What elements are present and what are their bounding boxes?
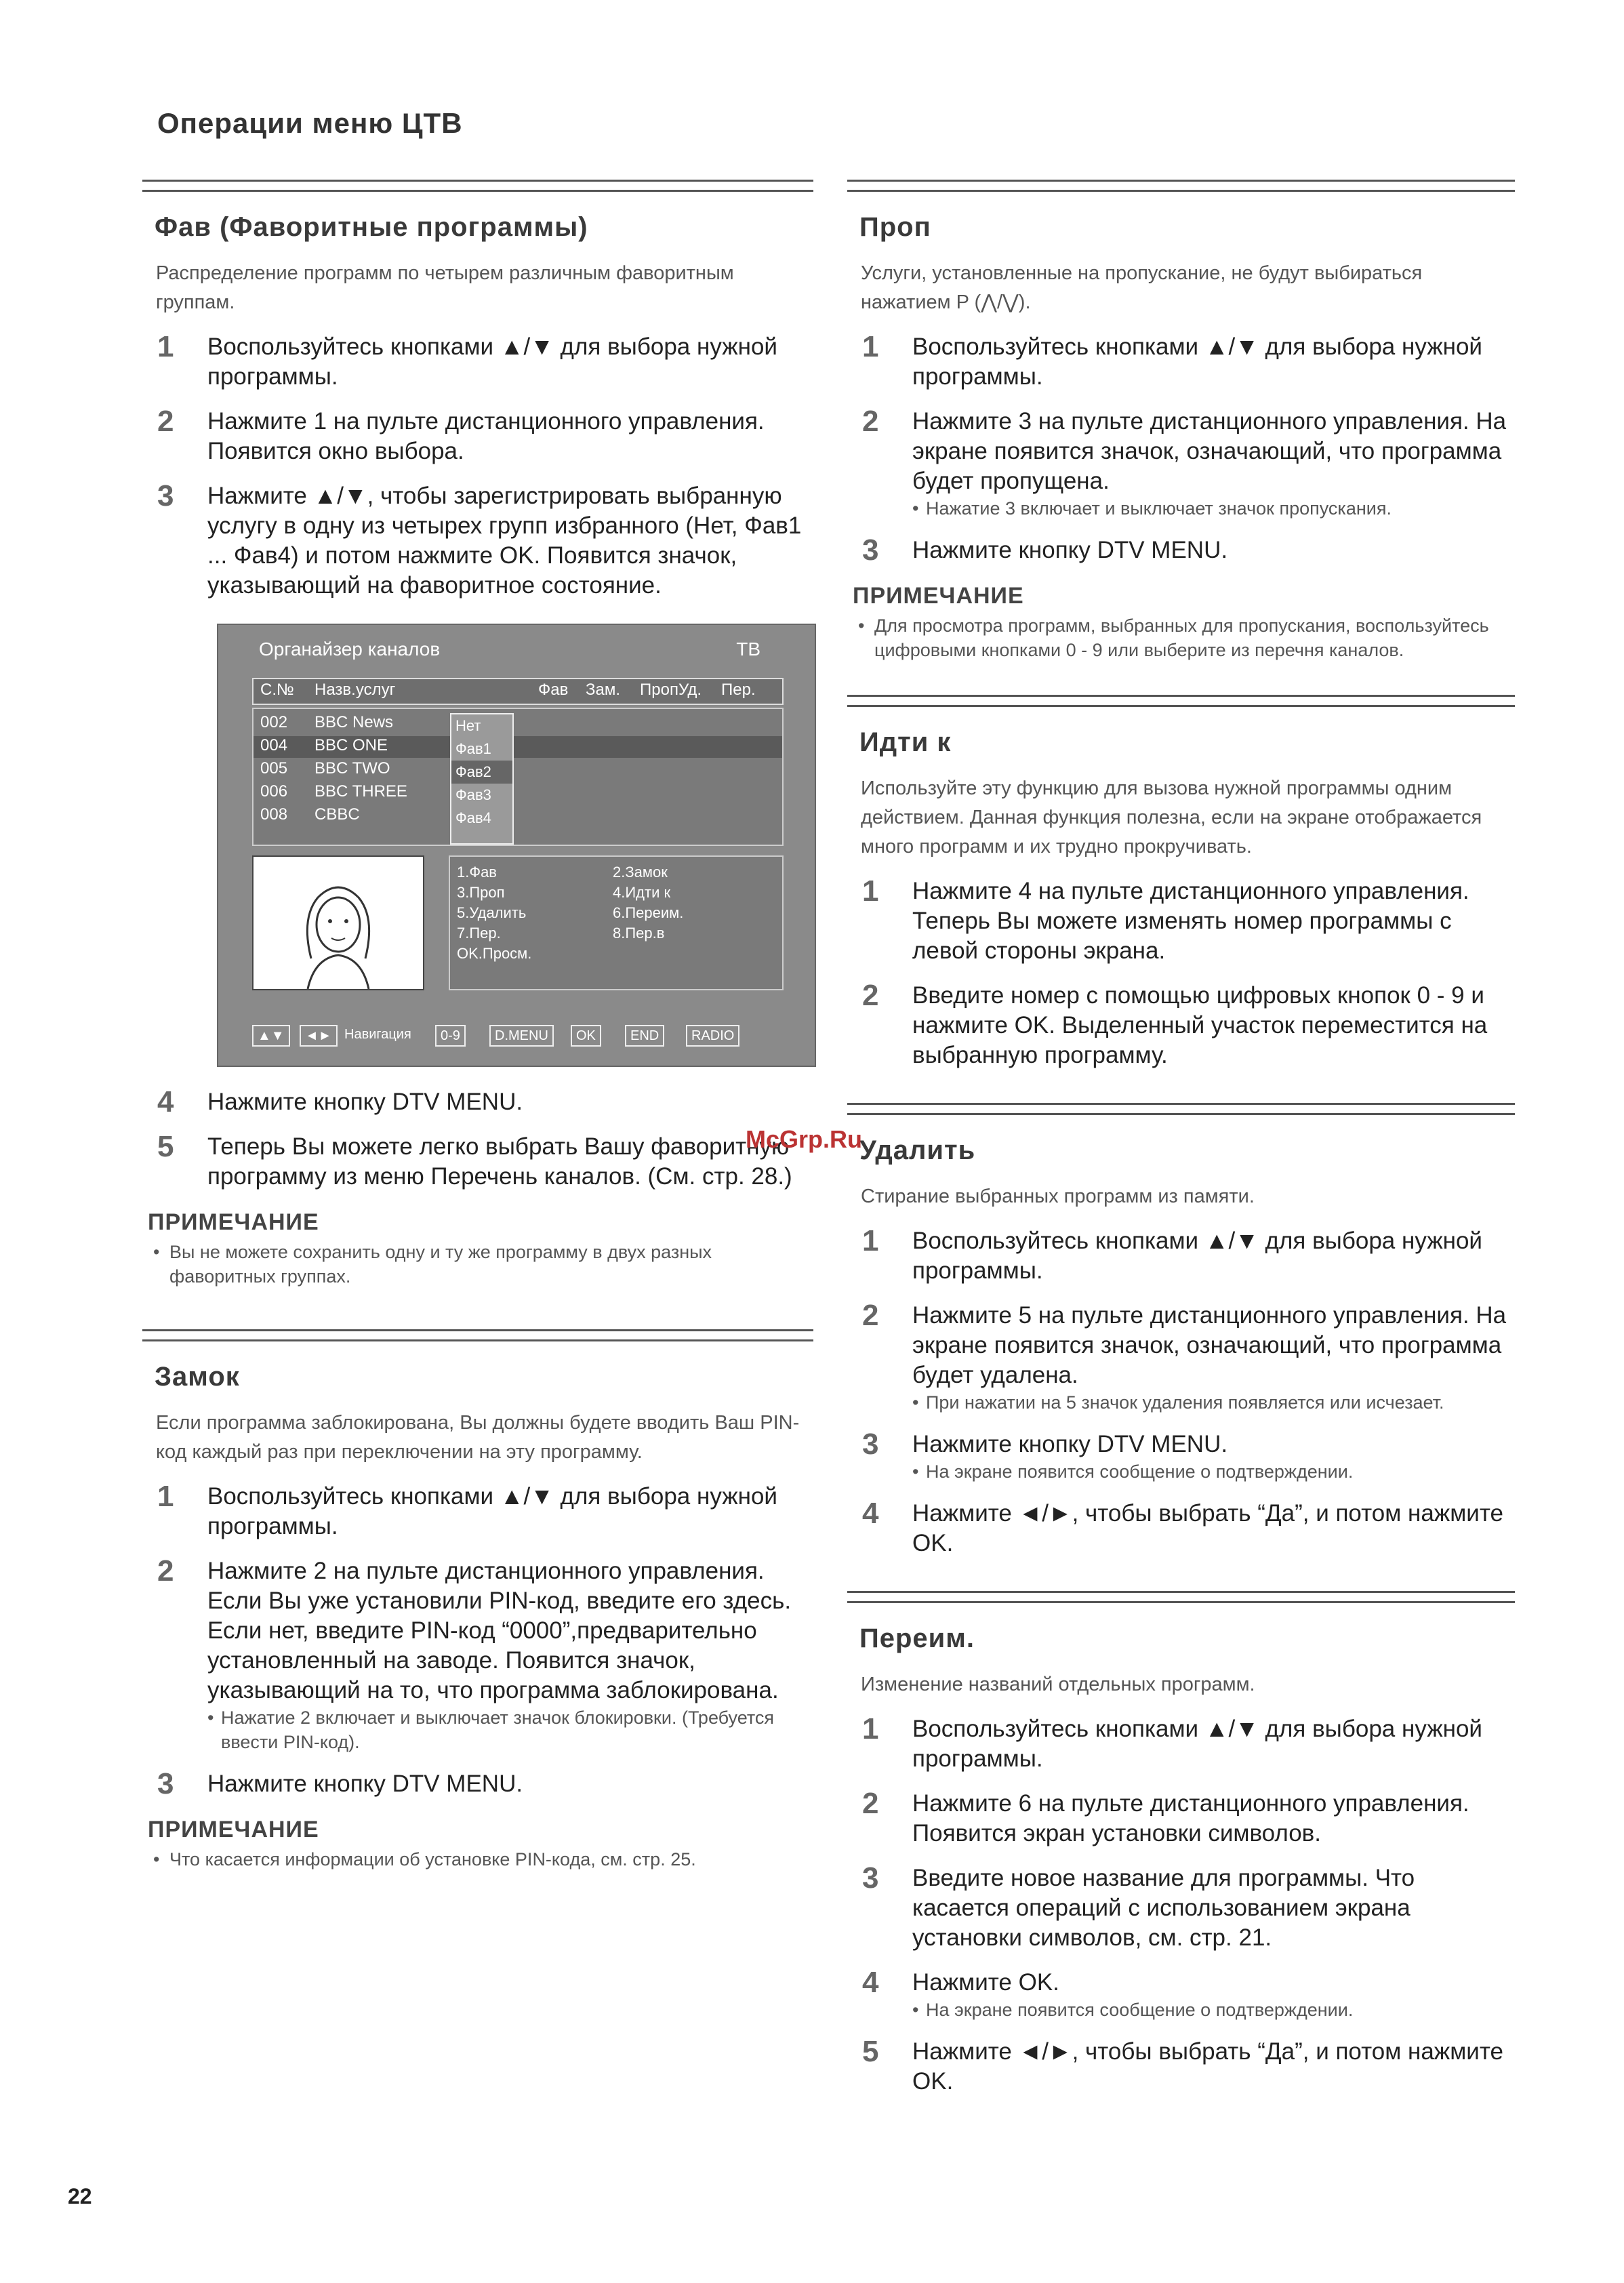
step bbox=[847, 533, 1515, 567]
footer-key: ◄► bbox=[300, 1025, 338, 1047]
step bbox=[847, 407, 1515, 521]
footer-label: Навигация bbox=[344, 1027, 411, 1042]
section-desc-rename: Изменение названий отдельных программ. bbox=[861, 1674, 1255, 1695]
step-number: 3 bbox=[862, 1428, 879, 1461]
step-text: Нажмите ◄/►, чтобы выбрать “Да”, и потом нажмите OK. bbox=[912, 1500, 1503, 1556]
footer-key: ▲▼ bbox=[252, 1025, 290, 1047]
step-sub-note: • Нажатие 2 включает и выключает значок блокировки. (Требуется ввести PIN-код). bbox=[207, 1705, 813, 1754]
step-text: Воспользуйтесь кнопками ▲/▼ для выбора нужной программы. bbox=[912, 1228, 1482, 1284]
step bbox=[847, 1968, 1515, 2022]
section-desc-skip: Услуги, установленные на пропускание, не будут выбираться нажатием P (⋀/⋁). bbox=[861, 262, 1423, 313]
menu-item: 8.Пер.в bbox=[613, 925, 665, 942]
step bbox=[847, 1863, 1515, 1953]
step bbox=[142, 1769, 813, 1799]
step-text: Нажмите кнопку DTV MENU. bbox=[207, 1089, 523, 1115]
step-text: Нажмите ▲/▼, чтобы зарегистрировать выбранную услугу в одну из четырех групп избранного (Нет, Фав1 ... Фав4) и потом нажмите OK. Появится значок, указывающий на фаворитное состояние. bbox=[207, 483, 802, 599]
step bbox=[847, 1789, 1515, 1848]
channel-organizer-screen bbox=[217, 624, 816, 1067]
step bbox=[142, 1087, 813, 1117]
section-title-delete: Удалить bbox=[859, 1135, 976, 1165]
footer-key: OK bbox=[571, 1025, 601, 1047]
step-sub-note: • При нажатии на 5 значок удаления появляется или исчезает. bbox=[912, 1390, 1515, 1415]
watermark: McGrp.Ru bbox=[746, 1125, 863, 1153]
step bbox=[142, 481, 813, 601]
step-text: Воспользуйтесь кнопками ▲/▼ для выбора нужной программы. bbox=[207, 334, 777, 390]
step-number: 3 bbox=[862, 533, 879, 567]
section-goto bbox=[847, 695, 1515, 1070]
step bbox=[142, 1132, 813, 1192]
channel-row: 004 BBC ONE bbox=[253, 736, 782, 758]
step-number: 2 bbox=[862, 405, 879, 438]
popup-item: Фав3 bbox=[455, 786, 491, 803]
step-number: 1 bbox=[862, 330, 879, 363]
step-text: Воспользуйтесь кнопками ▲/▼ для выбора нужной программы. bbox=[912, 1716, 1482, 1772]
step-number: 3 bbox=[157, 1767, 174, 1800]
step-text: Воспользуйтесь кнопками ▲/▼ для выбора нужной программы. bbox=[912, 334, 1482, 390]
section-rule bbox=[142, 180, 813, 192]
step-text: Нажмите кнопку DTV MENU. bbox=[912, 537, 1228, 563]
step-number: 2 bbox=[862, 1787, 879, 1820]
section-rule bbox=[847, 1591, 1515, 1603]
step bbox=[847, 876, 1515, 966]
step bbox=[142, 1556, 813, 1754]
note-heading: ПРИМЕЧАНИЕ bbox=[148, 1817, 319, 1842]
col-header: С.№ bbox=[260, 681, 294, 699]
footer-key: 0-9 bbox=[435, 1025, 466, 1047]
step bbox=[847, 1714, 1515, 1774]
menu-item: OK.Просм. bbox=[457, 945, 532, 962]
step bbox=[847, 2037, 1515, 2097]
popup-item: Нет bbox=[455, 717, 481, 734]
page-number: 22 bbox=[68, 2184, 92, 2208]
section-rule bbox=[847, 180, 1515, 192]
step-number: 1 bbox=[157, 1480, 174, 1513]
fav-popup bbox=[450, 713, 514, 845]
step-text: Теперь Вы можете легко выбрать Вашу фаворитную программу из меню Перечень каналов. (См. стр. 28.) bbox=[207, 1133, 792, 1190]
step bbox=[847, 332, 1515, 392]
menu-item: 2.Замок bbox=[613, 864, 668, 881]
channel-row: 006 BBC THREE bbox=[260, 782, 407, 801]
step-text: Нажмите кнопку DTV MENU. bbox=[207, 1771, 523, 1797]
section-desc-fav: Распределение программ по четырем различным фаворитным группам. bbox=[156, 262, 734, 313]
step-number: 2 bbox=[862, 1299, 879, 1332]
step-number: 2 bbox=[157, 405, 174, 438]
step-text: Воспользуйтесь кнопками ▲/▼ для выбора нужной программы. bbox=[207, 1483, 777, 1539]
menu-item: 4.Идти к bbox=[613, 884, 671, 901]
section-skip bbox=[847, 180, 1515, 662]
section-rule bbox=[142, 1329, 813, 1341]
step-sub-note: • Нажатие 3 включает и выключает значок пропускания. bbox=[912, 496, 1515, 521]
section-rename bbox=[847, 1591, 1515, 2097]
section-rule bbox=[847, 695, 1515, 707]
step-text: Нажмите 3 на пульте дистанционного управления. На экране появится значок, означающий, что программа будет пропущена. • Нажатие 3 включает и выключает значок пропускания. bbox=[912, 407, 1515, 521]
note-text: • Вы не можете сохранить одну и ту же программу в двух разных фаворитных группах. bbox=[153, 1240, 813, 1289]
note-heading: ПРИМЕЧАНИЕ bbox=[853, 583, 1024, 609]
note-heading: ПРИМЕЧАНИЕ bbox=[148, 1209, 319, 1235]
step bbox=[847, 1301, 1515, 1415]
footer-key: D.MENU bbox=[489, 1025, 554, 1047]
section-title-skip: Проп bbox=[859, 212, 931, 242]
step-number: 2 bbox=[862, 979, 879, 1012]
step bbox=[142, 1482, 813, 1541]
section-title-lock: Замок bbox=[155, 1362, 240, 1392]
note-text: • Для просмотра программ, выбранных для пропускания, воспользуйтесь цифровыми кнопками 0 - 9 или выберите из перечня каналов. bbox=[858, 613, 1515, 662]
col-header: Пер. bbox=[721, 681, 756, 699]
step-text: Нажмите OK. • На экране появится сообщение о подтверждении. bbox=[912, 1968, 1515, 2022]
step-number: 1 bbox=[862, 1224, 879, 1257]
screen-header-row bbox=[252, 678, 784, 705]
section-desc-goto: Используйте эту функцию для вызова нужной программы одним действием. Данная функция полезна, если на экране отображается много программ и их трудно прокручивать. bbox=[861, 777, 1482, 857]
footer-key: RADIO bbox=[686, 1025, 739, 1047]
step-sub-note: • На экране появится сообщение о подтверждении. bbox=[912, 1998, 1515, 2022]
step-number: 1 bbox=[862, 874, 879, 908]
step-text: Нажмите 2 на пульте дистанционного управления. Если Вы уже установили PIN-код, введите его здесь. Если нет, введите PIN-код “0000”,предварительно установленный на заводе. Появится значок, указывающий на то, что программа заблокирована. • Нажатие 2 включает и выключает значок блокировки. (Требуется ввести PIN-код). bbox=[207, 1556, 813, 1754]
popup-item: Фав4 bbox=[455, 809, 491, 826]
step bbox=[847, 981, 1515, 1070]
menu-item: 6.Переим. bbox=[613, 904, 684, 921]
right-column bbox=[847, 180, 1515, 2097]
step-number: 3 bbox=[862, 1861, 879, 1895]
step-text: Нажмите 6 на пульте дистанционного управления. Появится экран установки символов. bbox=[912, 1790, 1469, 1846]
col-header: ПропУд. bbox=[640, 681, 702, 699]
menu-item: 7.Пер. bbox=[457, 925, 501, 942]
step bbox=[847, 1226, 1515, 1286]
step-number: 1 bbox=[862, 1712, 879, 1745]
col-header: Назв.услуг bbox=[314, 681, 396, 699]
step-number: 4 bbox=[157, 1085, 174, 1118]
step-text: Нажмите 1 на пульте дистанционного управления. Появится окно выбора. bbox=[207, 408, 765, 464]
page-title: Операции меню ЦТВ bbox=[157, 107, 463, 139]
step-number: 1 bbox=[157, 330, 174, 363]
channel-row: 008 CBBC bbox=[260, 805, 360, 824]
step bbox=[142, 332, 813, 392]
channel-row: 002 BBC News bbox=[260, 713, 394, 731]
popup-item: Фав1 bbox=[455, 740, 491, 757]
step-text: Введите новое название для программы. Что касается операций с использованием экрана установки символов, см. стр. 21. bbox=[912, 1865, 1415, 1951]
step-number: 3 bbox=[157, 479, 174, 512]
step-text: Нажмите ◄/►, чтобы выбрать “Да”, и потом нажмите OK. bbox=[912, 2038, 1503, 2095]
section-delete bbox=[847, 1103, 1515, 1558]
section-fav bbox=[142, 180, 813, 1289]
col-header: Фав bbox=[538, 681, 569, 699]
menu-item: 1.Фав bbox=[457, 864, 497, 881]
step-number: 2 bbox=[157, 1554, 174, 1588]
woman-portrait-icon bbox=[253, 857, 423, 989]
screen-function-menu bbox=[449, 855, 784, 990]
col-header: Зам. bbox=[586, 681, 621, 699]
step-number: 5 bbox=[862, 2035, 879, 2068]
left-column bbox=[142, 180, 813, 1872]
footer-key: END bbox=[625, 1025, 664, 1047]
step bbox=[142, 407, 813, 466]
section-lock bbox=[142, 1329, 813, 1872]
section-title-rename: Переим. bbox=[859, 1623, 975, 1653]
step-text: Нажмите 5 на пульте дистанционного управления. На экране появится значок, означающий, что программа будет удалена. • При нажатии на 5 значок удаления появляется или исчезает. bbox=[912, 1301, 1515, 1415]
screen-mode: ТВ bbox=[736, 639, 760, 660]
step-text: Нажмите кнопку DTV MENU. • На экране появится сообщение о подтверждении. bbox=[912, 1430, 1515, 1484]
preview-image bbox=[252, 855, 424, 990]
popup-item: Фав2 bbox=[451, 761, 512, 784]
screen-title: Органайзер каналов bbox=[259, 639, 441, 660]
step-number: 4 bbox=[862, 1966, 879, 1999]
step bbox=[847, 1499, 1515, 1558]
section-desc-delete: Стирание выбранных программ из памяти. bbox=[861, 1186, 1255, 1207]
note-text: • Что касается информации об установке PIN-кода, см. стр. 25. bbox=[153, 1847, 813, 1872]
step-number: 5 bbox=[157, 1130, 174, 1163]
section-rule bbox=[847, 1103, 1515, 1115]
section-desc-lock: Если программа заблокирована, Вы должны будете вводить Ваш PIN-код каждый раз при переключении на эту программу. bbox=[156, 1412, 800, 1463]
screen-footer bbox=[252, 1024, 781, 1048]
step bbox=[847, 1430, 1515, 1484]
step-text: Нажмите 4 на пульте дистанционного управления. Теперь Вы можете изменять номер программы с левой стороны экрана. bbox=[912, 878, 1469, 964]
section-title-fav: Фав (Фаворитные программы) bbox=[155, 212, 588, 242]
screen-channel-list bbox=[252, 708, 784, 846]
step-number: 4 bbox=[862, 1497, 879, 1530]
menu-item: 5.Удалить bbox=[457, 904, 527, 921]
menu-item: 3.Проп bbox=[457, 884, 505, 901]
step-sub-note: • На экране появится сообщение о подтверждении. bbox=[912, 1459, 1515, 1484]
step-text: Введите номер с помощью цифровых кнопок 0 - 9 и нажмите OK. Выделенный участок переместится на выбранную программу. bbox=[912, 982, 1488, 1068]
section-title-goto: Идти к bbox=[859, 727, 952, 757]
channel-row: 005 BBC TWO bbox=[260, 759, 390, 777]
